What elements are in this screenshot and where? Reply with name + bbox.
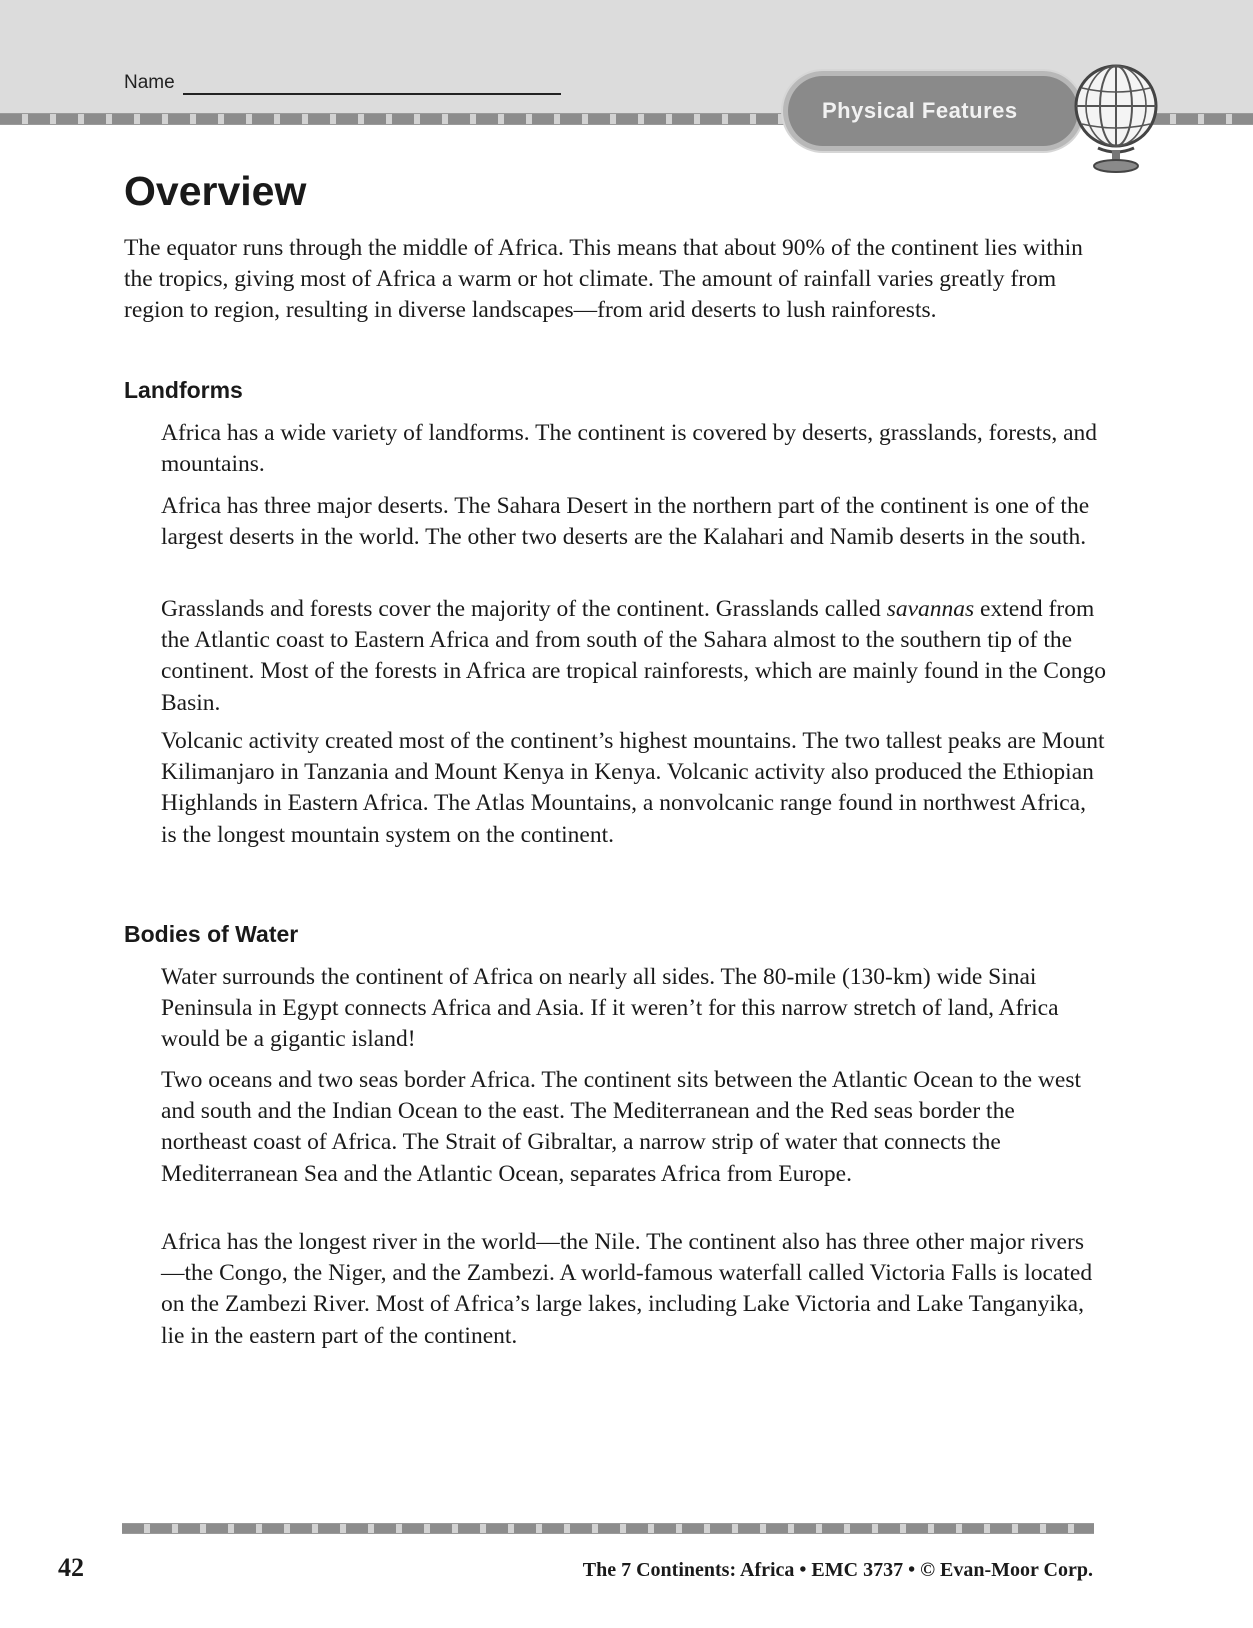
section-tab-label: Physical Features: [822, 98, 1018, 123]
name-label: Name: [124, 72, 175, 93]
globe-icon: [1068, 64, 1164, 174]
landforms-paragraph-3: [161, 594, 1106, 719]
name-write-line: [183, 93, 561, 95]
bodies-of-water-heading: Bodies of Water: [124, 921, 299, 947]
intro-paragraph: The equator runs through the middle of Africa. This means that about 90% of the continent lies within the tropics, giving most of Africa a warm or hot climate. The amount of rainfall varies greatly from region to region, resulting in diverse landscapes—from arid deserts to lush rainforests.: [124, 235, 1083, 324]
water-paragraph-3: Africa has the longest river in the world—the Nile. The continent also has three other major rivers—the Congo, the Niger, and the Zambezi. A world-famous waterfall called Victoria Falls is located on the Zambezi River. Most of Africa’s large lakes, including Lake Victoria and Lake Tanganyika, lie in the eastern part of the continent.: [161, 1229, 1093, 1349]
water-paragraph-2: Two oceans and two seas border Africa. The continent sits between the Atlantic Ocean to the west and south and the Indian Ocean to the east. The Mediterranean and the Red seas border the northeast coast of Africa. The Strait of Gibraltar, a narrow strip of water that connects the Mediterranean Sea and the Atlantic Ocean, separates Africa from Europe.: [161, 1067, 1082, 1187]
footer-credit: The 7 Continents: Africa • EMC 3737 • © Evan-Moor Corp.: [582, 1559, 1093, 1581]
page-title: Overview: [124, 168, 307, 214]
water-paragraph-1: Water surrounds the continent of Africa on nearly all sides. The 80-mile (130-km) wide Sinai Peninsula in Egypt connects Africa and Asia. If it weren’t for this narrow stretch of land, Africa would be a gigantic island!: [161, 964, 1059, 1053]
landforms-paragraph-4: Volcanic activity created most of the continent’s highest mountains. The two tallest peaks are Mount Kilimanjaro in Tanzania and Mount Kenya in Kenya. Volcanic activity also produced the Ethiopian Highlands in Eastern Africa. The Atlas Mountains, a nonvolcanic range found in northwest Africa, is the longest mountain system on the continent.: [161, 728, 1105, 848]
landforms-heading: Landforms: [124, 377, 243, 403]
landforms-paragraph-3-start: Grasslands and forests cover the majority of the continent. Grasslands called: [161, 596, 887, 622]
landforms-paragraph-2: Africa has three major deserts. The Sahara Desert in the northern part of the continent is one of the largest deserts in the world. The other two deserts are the Kalahari and Namib deserts in the south.: [161, 493, 1090, 551]
landforms-paragraph-1: Africa has a wide variety of landforms. The continent is covered by deserts, grasslands, forests, and mountains.: [161, 420, 1098, 478]
page-number: 42: [58, 1553, 84, 1582]
landforms-paragraph-3-end: extend from the Atlantic coast to Eastern Africa and from south of the Sahara almost to the southern tip of the continent. Most of the forests in Africa are tropical rainforests, which are mainly found in the Congo Basin.: [161, 596, 1106, 716]
footer-dashed-border: [122, 1523, 1094, 1534]
savannas-term: savannas: [886, 596, 975, 622]
